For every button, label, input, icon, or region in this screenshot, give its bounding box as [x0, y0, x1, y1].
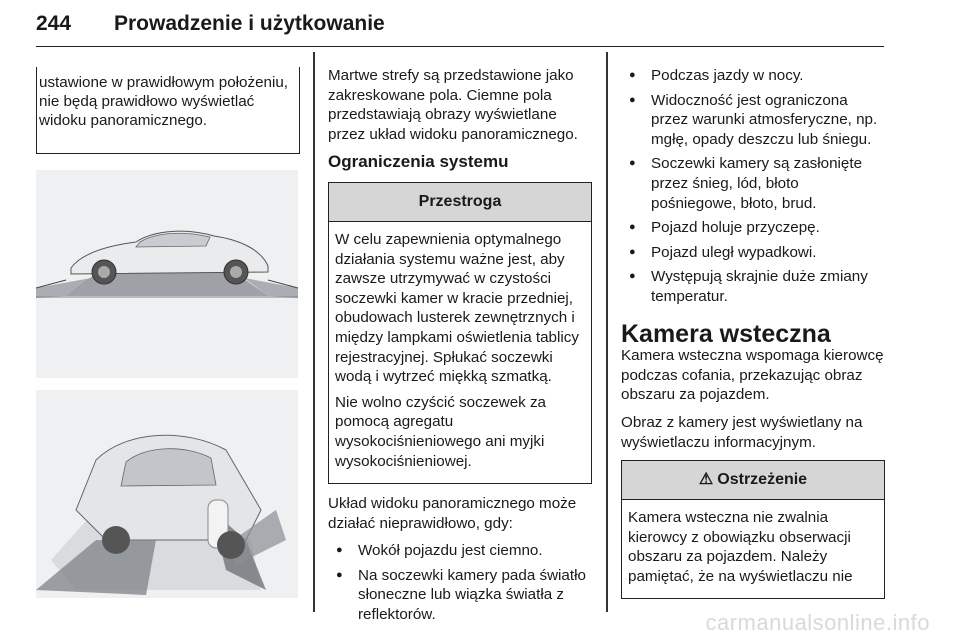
list-item: ● Na soczewki kamery pada światło słoneczne lub wiązka światła z reflektorów.	[328, 566, 592, 625]
watermark: carmanualsonline.info	[705, 610, 930, 635]
caution-paragraph: W celu zapewnienia optymalnego działania systemu ważne jest, aby zawsze utrzymywać w czystości soczewki kamer w kracie przedniej, obudowach lusterek zewnętrznych i między lampkami oświetlenia tablicy rejestracyjnej. Spłukać soczewki wodą i wytrzeć miękką szmatką.	[335, 230, 579, 386]
column-divider	[313, 52, 315, 612]
rear-camera-paragraph: Obraz z kamery jest wyświetlany na wyświetlaczu informacyjnym.	[621, 413, 863, 451]
side-view-car-illustration	[36, 170, 298, 378]
list-item: ● Pojazd uległ wypadkowi.	[621, 243, 885, 263]
list-item: ● Wokół pojazdu jest ciemno.	[328, 541, 592, 561]
condition-list	[621, 66, 885, 307]
warning-box	[621, 460, 885, 599]
warning-icon: ⚠	[698, 471, 714, 489]
rear-camera-paragraph: Kamera wsteczna wspomaga kierowcę podczas cofania, przekazując obraz obszaru za pojazdem.	[621, 347, 884, 404]
zones-intro-paragraph: Martwe strefy są przedstawione jako zakreskowane pola. Ciemne pola przedstawiają obrazy wyświetlane przez układ widoku panoramicznego.	[328, 67, 578, 143]
malfunction-list	[328, 541, 592, 624]
list-item: ● Podczas jazdy w nocy.	[621, 66, 885, 86]
malfunction-intro: Układ widoku panoramicznego może działać nieprawidłowo, gdy:	[328, 495, 577, 532]
list-item: ● Pojazd holuje przyczepę.	[621, 218, 885, 238]
right-column	[621, 66, 885, 609]
overhead-camera-zones-illustration	[36, 390, 298, 598]
warning-title: Ostrzeżenie	[717, 471, 808, 489]
continued-notice-text: ustawione w prawidłowym położeniu, nie będą prawidłowo wyświetlać widoku panoramicznego.	[39, 74, 289, 129]
list-item: ● Soczewki kamery są zasłonięte przez śnieg, lód, błoto pośniegowe, błoto, brud.	[621, 154, 885, 213]
caution-title: Przestroga	[329, 183, 591, 222]
system-limitations-heading: Ograniczenia systemu	[328, 152, 509, 172]
chapter-title: Prowadzenie i użytkowanie	[114, 12, 385, 35]
continued-notice-box	[36, 67, 300, 154]
column-divider	[606, 52, 608, 612]
page-number: 244	[36, 12, 72, 35]
middle-column	[328, 66, 592, 633]
warning-paragraph: Kamera wsteczna nie zwalnia kierowcy z obowiązku obserwacji obszaru za pojazdem. Należy pamiętać, że na wyświetlaczu nie	[628, 509, 853, 585]
rear-camera-heading: Kamera wsteczna	[621, 319, 831, 348]
caution-paragraph: Nie wolno czyścić soczewek za pomocą agregatu wysokociśnieniowego ani myjki wysokociśnieniowej.	[335, 393, 547, 470]
list-item: ● Występują skrajnie duże zmiany temperatur.	[621, 267, 885, 306]
warning-title-bar	[622, 461, 884, 500]
list-item: ● Widoczność jest ograniczona przez warunki atmosferyczne, np. mgłę, opady deszczu lub śniegu.	[621, 91, 885, 150]
caution-box	[328, 182, 592, 484]
page-header	[36, 6, 884, 47]
